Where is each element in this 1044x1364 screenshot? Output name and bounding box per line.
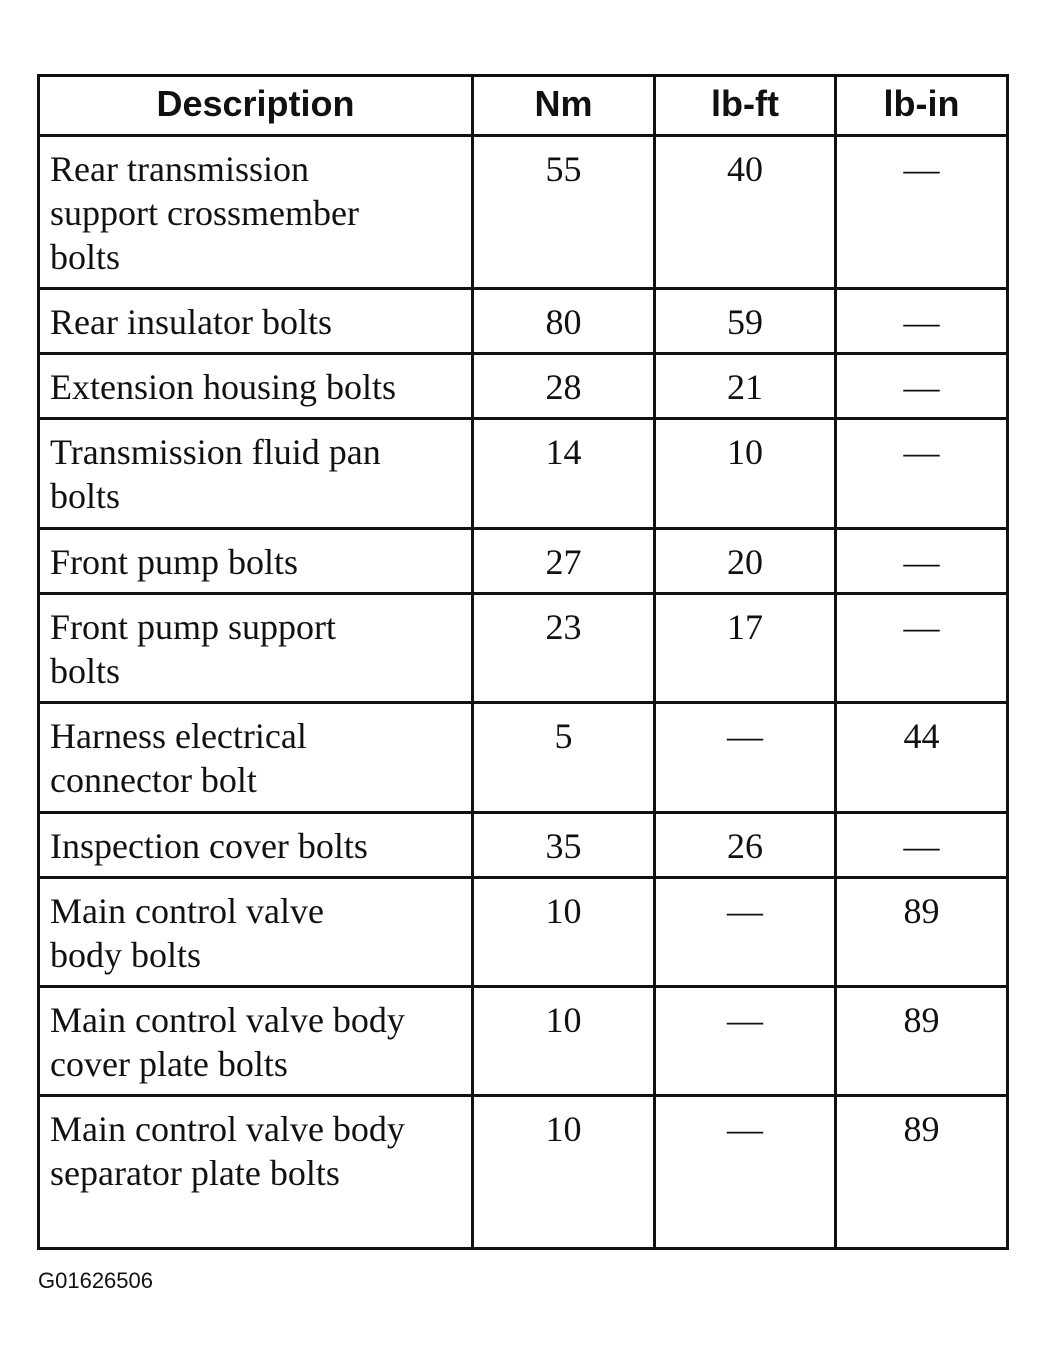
cell-nm: 14 <box>473 419 655 529</box>
cell-description: Extension housing bolts <box>39 354 473 419</box>
cell-lbin: — <box>836 594 1008 703</box>
cell-nm: 35 <box>473 813 655 878</box>
table-row <box>39 354 1008 419</box>
table-row <box>39 987 1008 1096</box>
table-row <box>39 878 1008 987</box>
table-row <box>39 813 1008 878</box>
cell-lbin: 89 <box>836 878 1008 987</box>
table-row <box>39 703 1008 813</box>
cell-description: Transmission fluid pan bolts <box>39 419 473 529</box>
header-nm: Nm <box>473 76 655 136</box>
table-header-row <box>39 76 1008 136</box>
cell-description: Inspection cover bolts <box>39 813 473 878</box>
figure-id: G01626506 <box>38 1268 153 1293</box>
table-row <box>39 594 1008 703</box>
cell-nm: 80 <box>473 289 655 354</box>
torque-spec-table <box>37 74 1009 1250</box>
header-description: Description <box>39 76 473 136</box>
cell-nm: 10 <box>473 1096 655 1249</box>
cell-lbft: 21 <box>655 354 836 419</box>
table-row <box>39 1096 1008 1249</box>
table-row <box>39 289 1008 354</box>
cell-description: Harness electrical connector bolt <box>39 703 473 813</box>
cell-description: Rear insulator bolts <box>39 289 473 354</box>
cell-lbft: 59 <box>655 289 836 354</box>
header-lbin: lb-in <box>836 76 1008 136</box>
cell-description: Main control valve body cover plate bolts <box>39 987 473 1096</box>
cell-lbin: — <box>836 289 1008 354</box>
cell-lbin: — <box>836 136 1008 289</box>
cell-nm: 10 <box>473 878 655 987</box>
table-row <box>39 136 1008 289</box>
cell-description: Front pump support bolts <box>39 594 473 703</box>
cell-lbin: 44 <box>836 703 1008 813</box>
cell-lbft: 10 <box>655 419 836 529</box>
cell-lbin: 89 <box>836 987 1008 1096</box>
cell-lbft: — <box>655 987 836 1096</box>
cell-lbft: 20 <box>655 529 836 594</box>
cell-nm: 23 <box>473 594 655 703</box>
cell-lbft: — <box>655 1096 836 1249</box>
cell-lbin: — <box>836 419 1008 529</box>
cell-description: Main control valve body bolts <box>39 878 473 987</box>
cell-nm: 28 <box>473 354 655 419</box>
cell-lbft: 40 <box>655 136 836 289</box>
cell-description: Main control valve body separator plate bolts <box>39 1096 473 1249</box>
cell-nm: 10 <box>473 987 655 1096</box>
header-lbft: lb-ft <box>655 76 836 136</box>
cell-lbin: — <box>836 529 1008 594</box>
cell-lbft: 26 <box>655 813 836 878</box>
cell-description: Front pump bolts <box>39 529 473 594</box>
table-row <box>39 419 1008 529</box>
cell-lbft: — <box>655 703 836 813</box>
cell-nm: 5 <box>473 703 655 813</box>
cell-nm: 27 <box>473 529 655 594</box>
cell-nm: 55 <box>473 136 655 289</box>
cell-lbft: — <box>655 878 836 987</box>
table-row <box>39 529 1008 594</box>
cell-lbin: — <box>836 354 1008 419</box>
cell-description: Rear transmission support crossmember bolts <box>39 136 473 289</box>
cell-lbin: 89 <box>836 1096 1008 1249</box>
cell-lbin: — <box>836 813 1008 878</box>
cell-lbft: 17 <box>655 594 836 703</box>
